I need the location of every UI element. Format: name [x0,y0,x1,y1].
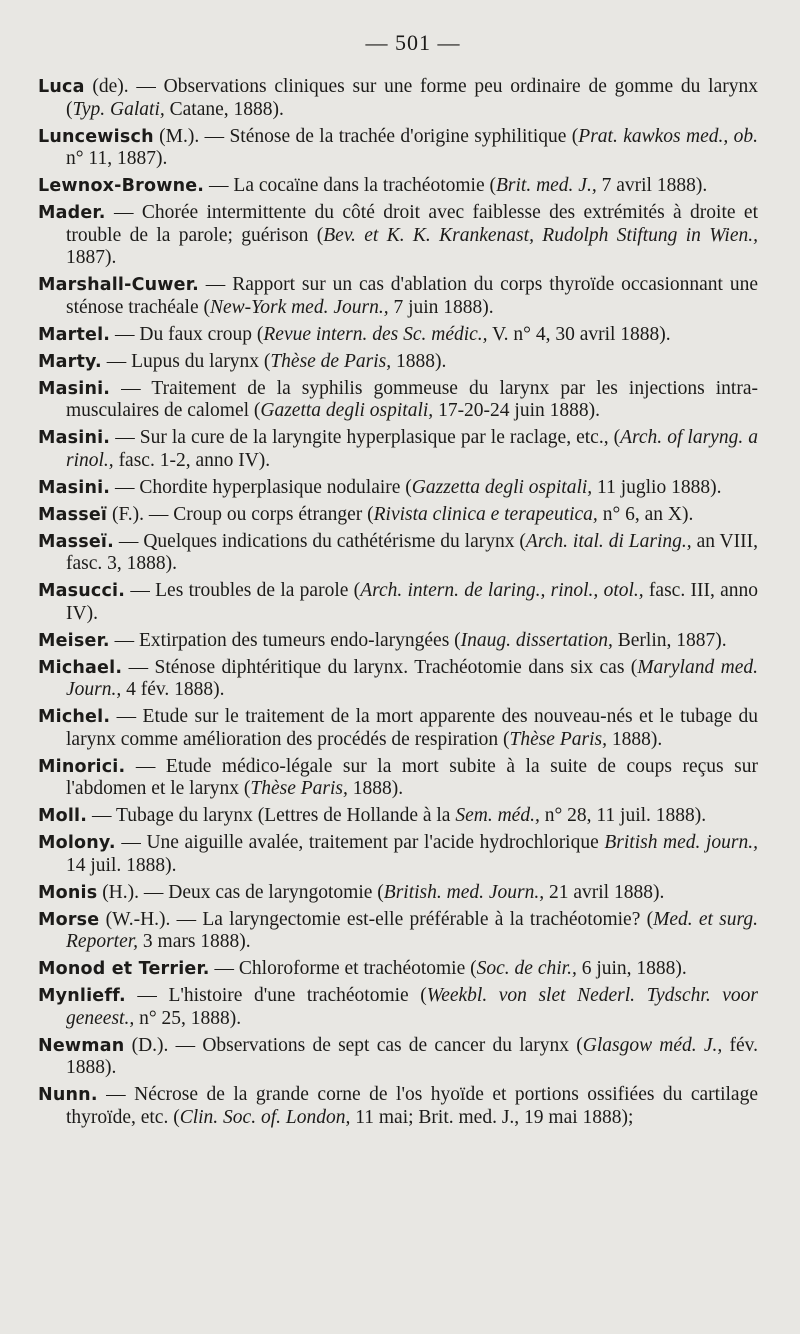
entry-tail: 3 mars 1888). [138,931,251,952]
entry-text: — Traitement de la syphilis gommeuse du larynx par les injections intra-musculaires de calomel ( [66,377,758,421]
bibliography-entry [38,324,758,347]
entry-author: Molony. [38,833,116,853]
entry-tail: 11 mai; Brit. med. J., 19 mai 1888); [350,1106,634,1128]
entry-tail: V. n° 4, 30 avril 1888). [487,323,671,345]
entry-tail: 1888). [606,728,663,750]
entry-source: Maryland med. Journ., [66,656,758,700]
bibliography-entry [38,202,758,270]
bibliography-entry [38,1035,758,1080]
entry-author: Masucci. [38,581,126,601]
bibliography-entry [38,477,758,500]
entry-author: Newman [38,1035,125,1056]
entry-tail: 6 juin, 1888). [576,958,687,979]
bibliography-entry [38,274,758,319]
entry-author: Monis [38,882,98,903]
entry-source: Glasgow méd. J., [582,1034,723,1056]
entry-tail: Catane, 1888). [164,98,284,120]
entry-author: Mynlieff. [38,986,126,1006]
entry-tail: 4 fév. 1888). [121,679,225,700]
bibliography-entry [38,958,758,981]
entry-text: — Chorée intermittente du côté droit avec faiblesse des extrémités à droite et trouble de la parole; guérison ( [66,202,758,246]
entry-tail: fasc. III, anno IV). [66,580,759,624]
entry-author: Masini. [38,378,111,399]
entry-author: Lewnox-Browne. [38,176,205,196]
entry-tail: 1888). [391,350,447,372]
bibliography-list [38,76,758,1129]
bibliography-entry [38,351,758,374]
bibliography-entry [38,580,758,625]
entry-tail: n° 25, 1888). [134,1007,242,1029]
entry-text: (F.). — Croup ou corps étranger ( [107,503,374,525]
bibliography-entry [38,657,758,702]
entry-text: — Etude sur le traitement de la mort apparente des nouveau-nés et le tubage du larynx comme amélioration des procédés de respiration ( [66,706,758,750]
bibliography-entry [38,531,758,576]
entry-text: — Les troubles de la parole ( [125,580,361,601]
entry-author: Nunn. [38,1085,98,1105]
bibliography-entry [38,756,758,801]
entry-source: Rivista clinica e terapeutica, [373,503,598,525]
bibliography-entry [38,630,758,653]
entry-author: Meiser. [38,630,110,651]
entry-source: Brit. med. J., [495,175,597,196]
entry-text: (de). — Observations cliniques sur une forme peu ordinaire de gomme du larynx ( [66,76,758,120]
entry-source: Soc. de chir., [476,958,577,979]
entry-text: — La cocaïne dans la trachéotomie ( [204,175,496,196]
entry-text: (H.). — Deux cas de laryngotomie ( [97,881,384,903]
entry-author: Masini. [38,477,111,498]
entry-text: — L'histoire d'une trachéotomie ( [125,985,427,1006]
bibliography-entry [38,76,758,121]
bibliography-entry [38,175,758,198]
entry-text: — Lupus du larynx ( [101,350,271,372]
entry-author: Marshall-Cuwer. [38,275,199,295]
entry-tail: fasc. 1-2, anno IV). [113,449,271,471]
entry-text: — Rapport sur un cas d'ablation du corps thyroïde occasionnant une sténose trachéale ( [66,274,758,318]
entry-tail: 21 avril 1888). [544,881,665,903]
entry-source: Typ. Galati, [72,98,165,120]
entry-source: Revue intern. des Sc. médic., [263,323,488,345]
entry-text: (M.). — Sténose de la trachée d'origine syphilitique ( [153,125,579,147]
entry-source: Inaug. dissertation, [460,629,613,651]
entry-source: Thèse Paris, [250,778,348,799]
entry-text: — Tubage du larynx (Lettres de Hollande à la [87,805,456,826]
entry-text: — Etude médico-légale sur la mort subite à la suite de coups reçus sur l'abdomen et le larynx ( [66,755,758,799]
bibliography-entry [38,832,758,877]
entry-author: Masini. [38,428,111,448]
entry-author: Martel. [38,324,111,345]
entry-text: (W.-H.). — La laryngectomie est-elle préférable à la trachéotomie? ( [99,908,654,930]
entry-tail: an VIII, fasc. 3, 1888). [66,530,758,574]
entry-tail: n° 28, 11 juil. 1888). [539,805,707,826]
bibliography-entry [38,909,758,954]
entry-author: Luncewisch [38,126,154,147]
bibliography-entry [38,126,758,171]
entry-author: Masseï [38,504,108,525]
bibliography-entry [38,985,758,1030]
bibliography-entry [38,882,758,905]
entry-text: — Une aiguille avalée, traitement par l'acide hydrochlorique [115,832,605,853]
entry-tail: Berlin, 1887). [612,629,727,651]
entry-author: Morse [38,909,100,930]
entry-source: Prat. kawkos med., ob. [578,125,758,147]
entry-tail: 7 juin 1888). [388,296,494,318]
bibliography-entry [38,504,758,527]
entry-source: Arch. intern. de laring., rinol., otol., [360,580,644,601]
entry-source: New-York med. Journ., [210,296,389,318]
entry-source: Clin. Soc. of. London, [179,1106,351,1128]
bibliography-entry [38,805,758,828]
entry-author: Monod et Terrier. [38,959,210,979]
entry-source: British med. journ., [604,832,758,853]
entry-tail: n° 11, 1887). [66,148,168,169]
entry-tail: 14 juil. 1888). [66,854,177,876]
entry-source: Gazzetta degli ospitali, [411,476,593,498]
entry-author: Mader. [38,203,106,223]
entry-author: Moll. [38,806,88,826]
entry-tail: 11 juglio 1888). [592,476,722,498]
entry-text: — Chordite hyperplasique nodulaire ( [110,476,412,498]
entry-tail: 17-20-24 juin 1888). [433,400,601,421]
entry-text: (D.). — Observations de sept cas de cancer du larynx ( [124,1034,583,1056]
entry-text: — Quelques indications du cathétérisme du larynx ( [113,530,526,552]
entry-source: Weekbl. von slet Nederl. Tydschr. voor geneest., [66,985,758,1029]
entry-text: — Sténose diphtéritique du larynx. Trachéotomie dans six cas ( [122,656,638,678]
entry-author: Minorici. [38,756,126,777]
entry-author: Masseï. [38,531,114,552]
bibliography-entry [38,1084,758,1129]
entry-tail: 7 avril 1888). [596,175,708,196]
bibliography-entry [38,427,758,472]
entry-source: Thèse Paris, [509,728,607,750]
page-number: — 501 — [365,30,461,55]
entry-source: Bev. et K. K. Krankenast, Rudolph Stiftung in Wien., [323,224,759,246]
entry-text: — Extirpation des tumeurs endo-laryngées ( [109,629,461,651]
bibliography-entry [38,706,758,751]
entry-tail: 1887). [66,247,117,268]
entry-author: Luca [38,77,85,97]
entry-source: Gazetta degli ospitali, [260,400,434,421]
entry-source: Arch. ital. di Laring., [525,530,692,552]
bibliography-entry [38,378,758,423]
entry-source: Arch. of laryng. a rinol., [66,427,758,471]
entry-source: Med. et surg. Reporter, [66,908,758,952]
entry-author: Michael. [38,657,123,678]
entry-tail: fév. 1888). [66,1034,758,1078]
entry-tail: n° 6, an X). [597,503,694,525]
entry-tail: 1888). [347,778,404,799]
entry-author: Michel. [38,707,111,727]
entry-text: — Chloroforme et trachéotomie ( [209,958,477,979]
entry-source: Sem. méd., [455,805,540,826]
entry-author: Marty. [38,351,102,372]
entry-text: — Nécrose de la grande corne de l'os hyoïde et portions ossifiées du cartilage thyroïde, etc. ( [66,1084,758,1128]
entry-source: British. med. Journ., [383,881,545,903]
entry-text: — Sur la cure de la laryngite hyperplasique par le raclage, etc., ( [110,427,621,448]
entry-source: Thèse de Paris, [270,350,392,372]
entry-text: — Du faux croup ( [110,323,264,345]
